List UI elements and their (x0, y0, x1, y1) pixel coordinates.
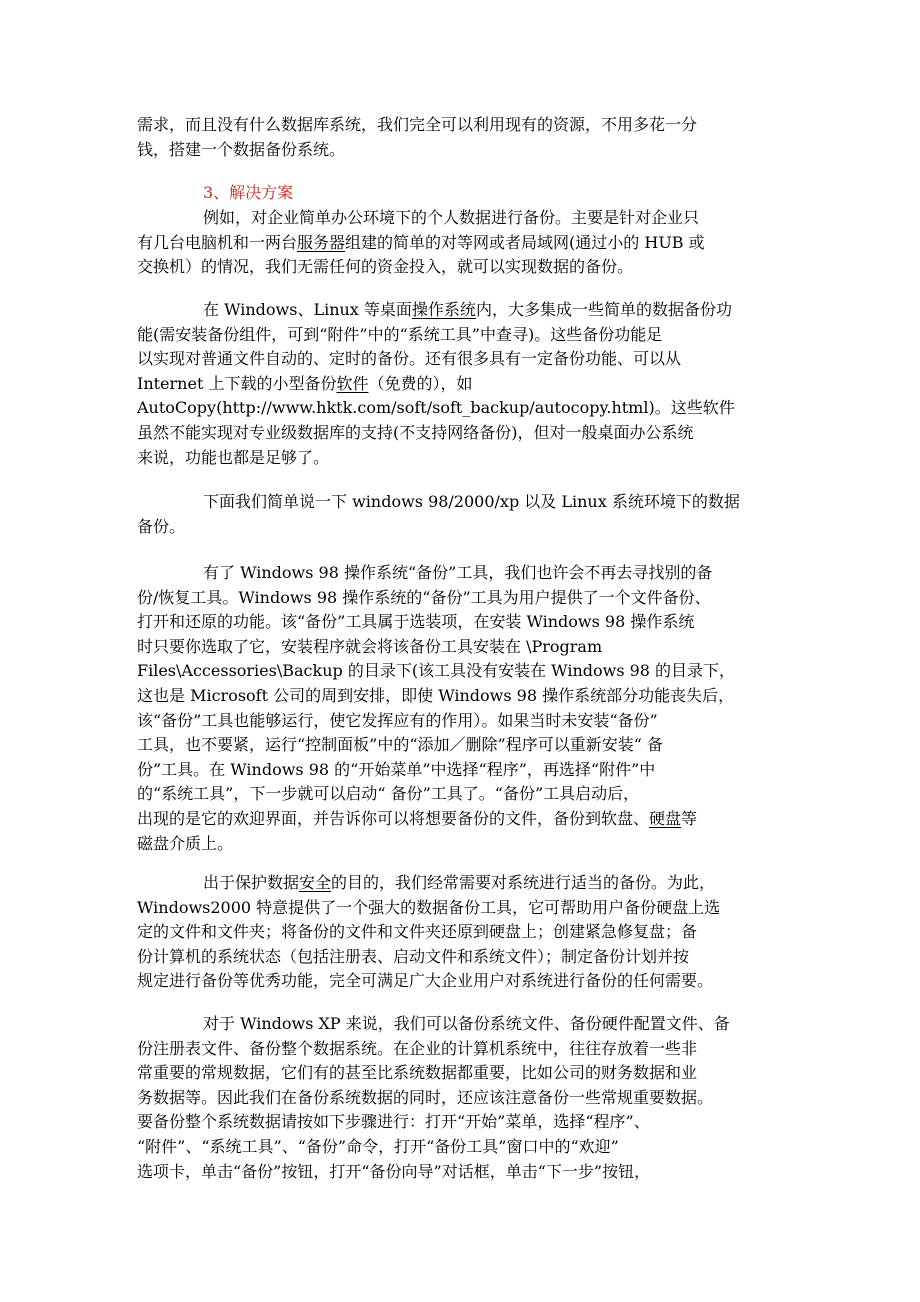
text-line (137, 446, 797, 471)
text-line (137, 896, 797, 921)
text-run: 虽然不能实现对专业级数据库的支持(不支持网络备份)，但对一般桌面办公系统 (137, 422, 694, 442)
text-run: 出现的是它的欢迎界面，并告诉你可以将想要备份的文件，备份到软盘、 (137, 808, 650, 828)
text-run: 份/恢复工具。Windows 98 操作系统的“备份”工具为用户提供了一个文件备份、 (137, 587, 711, 607)
text-run: Windows2000 特意提供了一个强大的数据备份工具，它可帮助用户备份硬盘上选 (137, 897, 721, 917)
text-line (137, 920, 797, 945)
text-run: 有了 Windows 98 操作系统“备份”工具，我们也许会不再去寻找别的备 (203, 563, 713, 582)
text-run: 出于保护数据 (203, 873, 300, 892)
text-line: 需求，而且没有什么数据库系统，我们完全可以利用现有的资源，不用多花一分 (137, 115, 698, 134)
text-run: 规定进行备份等优秀功能，完全可满足广大企业用户对系统进行备份的任何需要。 (137, 971, 714, 991)
link-operating-system[interactable]: 操作系统 (411, 300, 476, 319)
link-software[interactable]: 软件 (336, 373, 369, 393)
text-line (137, 733, 797, 758)
text-line (137, 782, 797, 807)
text-line (137, 298, 797, 323)
section-heading (137, 181, 797, 206)
text-run: 打开和还原的功能。该“备份”工具属于选装项，在安装 Windows 98 操作系统 (137, 612, 695, 632)
text-line (137, 684, 797, 709)
text-run: 在 Windows、Linux 等桌面 (203, 300, 412, 319)
text-run: 交换机）的情况，我们无需任何的资金投入，就可以实现数据的备份。 (137, 257, 634, 277)
text-run: 例如，对企业简单办公环境下的个人数据进行备份。主要是针对企业只 (203, 208, 700, 227)
text-line: 备份。 (137, 516, 186, 536)
link-server[interactable]: 服务器 (297, 232, 346, 252)
text-line (137, 323, 797, 348)
text-line (137, 758, 797, 783)
text-line (137, 372, 797, 397)
text-run: 有几台电脑机和一两台 (137, 232, 298, 252)
text-run: 定的文件和文件夹；将备份的文件和文件夹还原到硬盘上；创建紧急修复盘；备 (137, 922, 698, 942)
paragraph-desktop-os (137, 298, 797, 470)
text-run: 来说，功能也都是足够了。 (137, 447, 330, 467)
text-run: Files\Accessories\Backup 的目录下(该工具没有安装在 Windows 98 的目录下， (137, 661, 736, 681)
text-run: 的目的，我们经常需要对系统进行适当的备份。为此， (331, 873, 716, 892)
text-line (137, 231, 797, 256)
text-run: 工具，也不要紧，运行“控制面板”中的“添加／删除”程序可以重新安装“ 备 (137, 735, 663, 755)
text-run: 等 (681, 808, 698, 828)
text-run: 以实现对普通文件自动的、定时的备份。还有很多具有一定备份功能、可以从 (137, 349, 682, 369)
paragraph-windows98 (137, 561, 797, 856)
text-line: “附件”、“系统工具”、“备份”命令，打开“备份工具”窗口中的“欢迎” (137, 1136, 619, 1156)
link-security[interactable]: 安全 (299, 873, 332, 892)
text-line: 选项卡，单击“备份”按钮，打开“备份向导”对话框，单击“下一步”按钮， (137, 1161, 651, 1181)
text-run: 该“备份”工具也能够运行，使它发挥应有的作用）。如果当时未安装“备份” (137, 710, 658, 730)
text-run: 的“系统工具”，下一步就可以启动“ 备份”工具了。“备份”工具启动后， (137, 784, 640, 804)
text-line (137, 610, 797, 635)
text-run: 份计算机的系统状态（包括注册表、启动文件和系统文件）；制定备份计划并按 (137, 946, 690, 966)
text-line (137, 945, 797, 970)
paragraph-windowsxp (137, 1012, 797, 1184)
paragraph-intro (137, 113, 797, 162)
text-line (137, 659, 797, 684)
text-line (137, 586, 797, 611)
paragraph-overview (137, 490, 797, 539)
text-run: （免费的），如 (368, 373, 473, 393)
text-line (137, 255, 797, 280)
text-run: 组建的简单的对等网或者局域网(通过小的 HUB 或 (345, 232, 705, 252)
text-line (137, 347, 797, 372)
text-line: 钱，搭建一个数据备份系统。 (137, 139, 346, 159)
text-run: 能(需安装备份组件，可到“附件”中的“系统工具”中查寻)。这些备份功能足 (137, 324, 663, 344)
paragraph-windows2000 (137, 871, 797, 994)
paragraph-example (137, 206, 797, 280)
text-line (137, 969, 797, 994)
text-line (137, 832, 797, 857)
text-run: 内，大多集成一些简单的数据备份功 (475, 300, 732, 319)
link-hard-disk[interactable]: 硬盘 (649, 808, 682, 828)
text-line: 下面我们简单说一下 windows 98/2000/xp 以及 Linux 系统环境下的数据 (203, 492, 740, 511)
text-line (137, 871, 797, 896)
text-run: Internet 上下载的小型备份 (137, 373, 337, 393)
text-line (137, 421, 797, 446)
text-line (137, 206, 797, 231)
text-line: 对于 Windows XP 来说，我们可以备份系统文件、备份硬件配置文件、备 (203, 1014, 730, 1033)
text-line (137, 396, 797, 421)
text-line: 务数据等。因此我们在备份系统数据的同时，还应该注意备份一些常规重要数据。 (137, 1087, 714, 1107)
text-line (137, 635, 797, 660)
text-run: AutoCopy(http://www.hktk.com/soft/soft_backup/autocopy.html)。这些软件 (137, 398, 735, 418)
text-run: 时只要你选取了它，安装程序就会将该备份工具安装在 \Program (137, 636, 603, 656)
text-run: 这也是 Microsoft 公司的周到安排，即使 Windows 98 操作系统部分功能丧失后， (137, 685, 735, 705)
heading-solution: 3、解决方案 (203, 183, 294, 202)
text-run: 磁盘介质上。 (137, 833, 234, 853)
text-line: 常重要的常规数据，它们有的甚至比系统数据都重要，比如公司的财务数据和业 (137, 1063, 698, 1083)
text-line (137, 561, 797, 586)
text-line: 要备份整个系统数据请按如下步骤进行：打开“开始”菜单，选择“程序”、 (137, 1112, 650, 1132)
text-line: 份注册表文件、备份整个数据系统。在企业的计算机系统中，往往存放着一些非 (137, 1038, 698, 1058)
text-line (137, 807, 797, 832)
text-line (137, 709, 797, 734)
text-run: 份”工具。在 Windows 98 的“开始菜单”中选择“程序”，再选择“附件”中 (137, 759, 656, 779)
